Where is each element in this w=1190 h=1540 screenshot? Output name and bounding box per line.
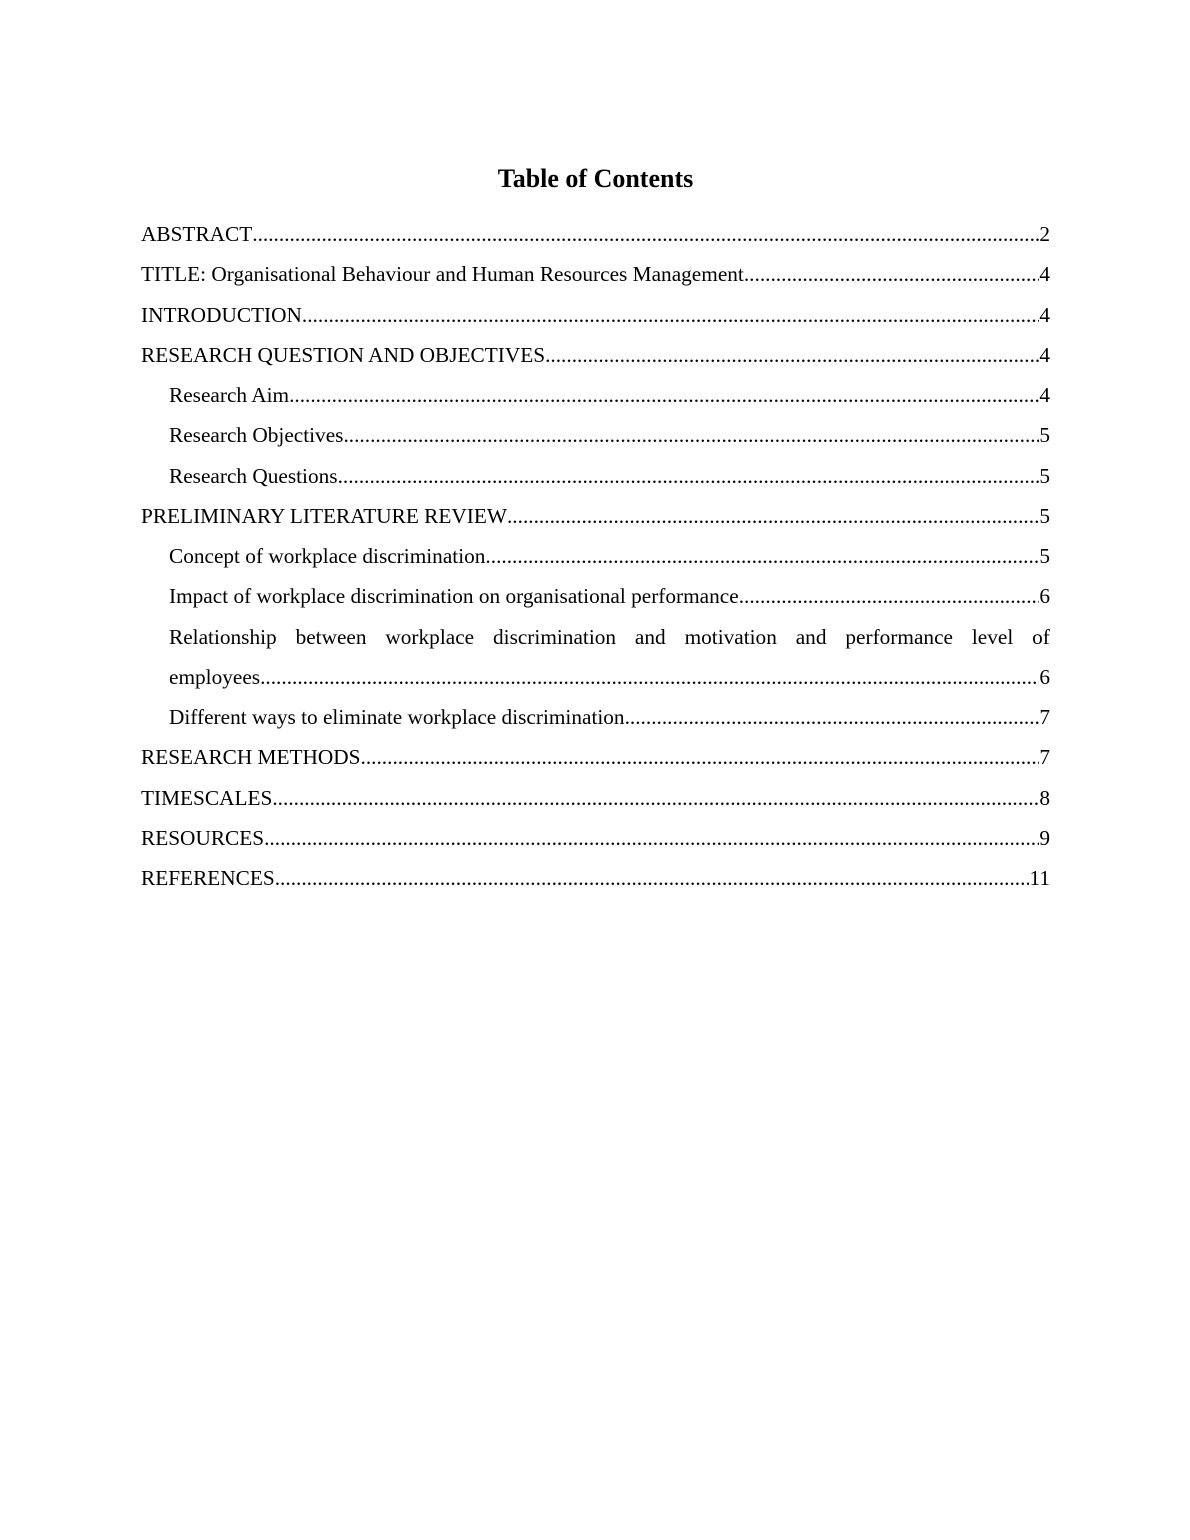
toc-word: of bbox=[1032, 624, 1050, 649]
toc-entry-concept[interactable] bbox=[141, 536, 1050, 576]
toc-entry-label: RESOURCES bbox=[141, 825, 265, 850]
dot-leader bbox=[343, 415, 1039, 455]
toc-title: Table of Contents bbox=[497, 164, 694, 193]
toc-entry-references[interactable] bbox=[141, 858, 1050, 898]
toc-entry-page: 5 bbox=[1039, 463, 1050, 488]
toc-entry-page: 5 bbox=[1039, 503, 1050, 528]
toc-entry-page: 6 bbox=[1039, 664, 1050, 689]
toc-entry-page: 4 bbox=[1039, 383, 1050, 407]
toc-entry-introduction[interactable] bbox=[141, 295, 1050, 335]
toc-entry-title[interactable] bbox=[141, 254, 1050, 294]
toc-entry-page: 9 bbox=[1039, 825, 1050, 850]
dot-leader bbox=[744, 254, 1040, 294]
toc-entry-label: REFERENCES bbox=[141, 866, 275, 890]
toc-entry-label: RESEARCH METHODS bbox=[141, 745, 361, 770]
toc-word: level bbox=[971, 624, 1014, 649]
toc-entry-relationship[interactable] bbox=[141, 617, 1050, 698]
dot-leader bbox=[625, 697, 1040, 737]
toc-entry-label: Different ways to eliminate workplace discrimination bbox=[169, 705, 625, 729]
dot-leader bbox=[545, 335, 1039, 375]
dot-leader bbox=[252, 214, 1039, 254]
toc-entry-research-methods[interactable] bbox=[141, 737, 1050, 777]
toc-entry-page: 4 bbox=[1039, 262, 1050, 287]
toc-entry-label-line1 bbox=[169, 617, 1050, 657]
dot-leader bbox=[485, 536, 1039, 576]
toc-word: between bbox=[295, 624, 367, 649]
toc-entry-label-line2 bbox=[169, 657, 1050, 697]
toc-entry-page: 2 bbox=[1039, 222, 1050, 246]
toc-entry-research-aim[interactable] bbox=[141, 375, 1050, 415]
toc-entry-timescales[interactable] bbox=[141, 778, 1050, 818]
dot-leader bbox=[507, 496, 1039, 536]
dot-leader bbox=[739, 576, 1040, 616]
dot-leader bbox=[260, 657, 1039, 697]
toc-entry-page: 8 bbox=[1039, 785, 1050, 810]
toc-entry-resources[interactable] bbox=[141, 818, 1050, 858]
toc-entry-page: 5 bbox=[1039, 544, 1050, 568]
toc-entry-page: 4 bbox=[1039, 342, 1050, 367]
toc-entry-label: INTRODUCTION bbox=[141, 302, 302, 327]
toc-word: and bbox=[795, 624, 827, 649]
toc-entry-page: 7 bbox=[1039, 745, 1050, 770]
dot-leader bbox=[361, 737, 1040, 777]
toc-entry-impact[interactable] bbox=[141, 576, 1050, 616]
toc-word: performance bbox=[845, 624, 953, 649]
toc-word: discrimination bbox=[493, 624, 617, 649]
toc-entry-label: employees bbox=[169, 664, 261, 689]
toc-entry-page: 5 bbox=[1039, 423, 1050, 448]
toc-word: Relationship bbox=[169, 624, 277, 649]
toc-entry-label: Research Questions bbox=[169, 463, 338, 488]
dot-leader bbox=[289, 375, 1039, 415]
toc-entry-research-question[interactable] bbox=[141, 335, 1050, 375]
toc-entry-label: ABSTRACT bbox=[141, 222, 253, 246]
toc-entry-research-objectives[interactable] bbox=[141, 415, 1050, 455]
toc-list bbox=[141, 214, 1050, 898]
toc-entry-label: TIMESCALES bbox=[141, 785, 273, 810]
toc-word: and bbox=[634, 624, 666, 649]
toc-entry-label: RESEARCH QUESTION AND OBJECTIVES bbox=[141, 342, 546, 367]
toc-entry-page: 6 bbox=[1039, 584, 1050, 609]
dot-leader bbox=[264, 818, 1039, 858]
dot-leader bbox=[272, 778, 1039, 818]
dot-leader bbox=[275, 858, 1030, 898]
toc-entry-page: 7 bbox=[1039, 705, 1050, 729]
toc-entry-literature-review[interactable] bbox=[141, 496, 1050, 536]
toc-entry-label: Research Objectives bbox=[169, 423, 344, 448]
toc-entry-label: Impact of workplace discrimination on organisational performance bbox=[169, 584, 739, 609]
toc-entry-page: 4 bbox=[1039, 302, 1050, 327]
dot-leader bbox=[302, 295, 1039, 335]
toc-entry-label: Concept of workplace discrimination bbox=[169, 544, 486, 568]
toc-word: workplace bbox=[385, 624, 475, 649]
toc-entry-page: 11 bbox=[1029, 866, 1050, 890]
toc-entry-label: Research Aim bbox=[169, 383, 290, 407]
toc-page bbox=[141, 160, 1050, 898]
toc-entry-abstract[interactable] bbox=[141, 214, 1050, 254]
toc-entry-research-questions[interactable] bbox=[141, 456, 1050, 496]
toc-entry-label: PRELIMINARY LITERATURE REVIEW bbox=[141, 503, 507, 528]
toc-entry-ways-to-eliminate[interactable] bbox=[141, 697, 1050, 737]
toc-entry-label: TITLE: Organisational Behaviour and Human Resources Management bbox=[141, 262, 744, 287]
toc-word: motivation bbox=[684, 624, 777, 649]
dot-leader bbox=[338, 456, 1040, 496]
